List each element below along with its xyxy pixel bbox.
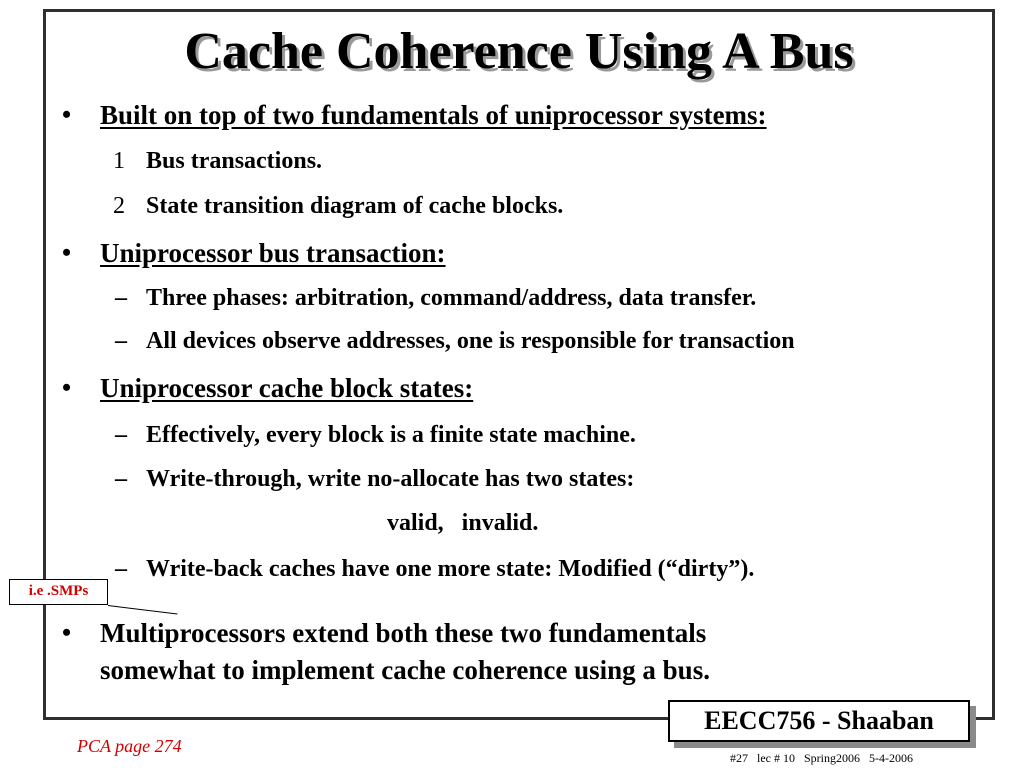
bullet-marker-4: •	[62, 618, 72, 647]
dash-marker-5: –	[115, 556, 127, 582]
pca-page-reference: PCA page 274	[77, 736, 182, 756]
num-text-2: State transition diagram of cache blocks.	[146, 193, 564, 219]
dash-marker-3: –	[115, 422, 127, 448]
dash-text-4: Write-through, write no-allocate has two states:	[146, 466, 635, 492]
bullet-text-4-continuation: somewhat to implement cache coherence using a bus.	[100, 655, 710, 685]
dash-marker-4: –	[115, 466, 127, 492]
footer-lecture-meta: #27 lec # 10 Spring2006 5-4-2006	[730, 751, 913, 765]
smp-callout-box: i.e .SMPs	[9, 579, 108, 605]
bullet-text-2: Uniprocessor bus transaction:	[100, 238, 446, 268]
dash-marker-2: –	[115, 328, 127, 354]
bullet-text-1: Built on top of two fundamentals of uniprocessor systems:	[100, 100, 767, 130]
dash-marker-1: –	[115, 285, 127, 311]
num-marker-2: 2	[113, 193, 125, 219]
state-values: valid, invalid.	[387, 510, 539, 536]
bullet-marker-3: •	[62, 373, 72, 402]
dash-text-2: All devices observe addresses, one is responsible for transaction	[146, 328, 795, 354]
num-text-1: Bus transactions.	[146, 148, 323, 174]
bullet-text-4: Multiprocessors extend both these two fundamentals	[100, 618, 707, 648]
num-marker-1: 1	[113, 148, 125, 174]
bullet-text-3: Uniprocessor cache block states:	[100, 373, 474, 403]
slide-title: Cache Coherence Using A Bus	[184, 23, 854, 80]
dash-text-3: Effectively, every block is a finite state machine.	[146, 422, 636, 448]
bullet-marker-1: •	[62, 100, 72, 129]
dash-text-5: Write-back caches have one more state: Modified (“dirty”).	[146, 556, 755, 582]
dash-text-1: Three phases: arbitration, command/address, data transfer.	[146, 285, 757, 311]
bullet-marker-2: •	[62, 238, 72, 267]
title-wrap	[43, 16, 995, 88]
course-brand-box: EECC756 - Shaaban	[668, 700, 970, 742]
